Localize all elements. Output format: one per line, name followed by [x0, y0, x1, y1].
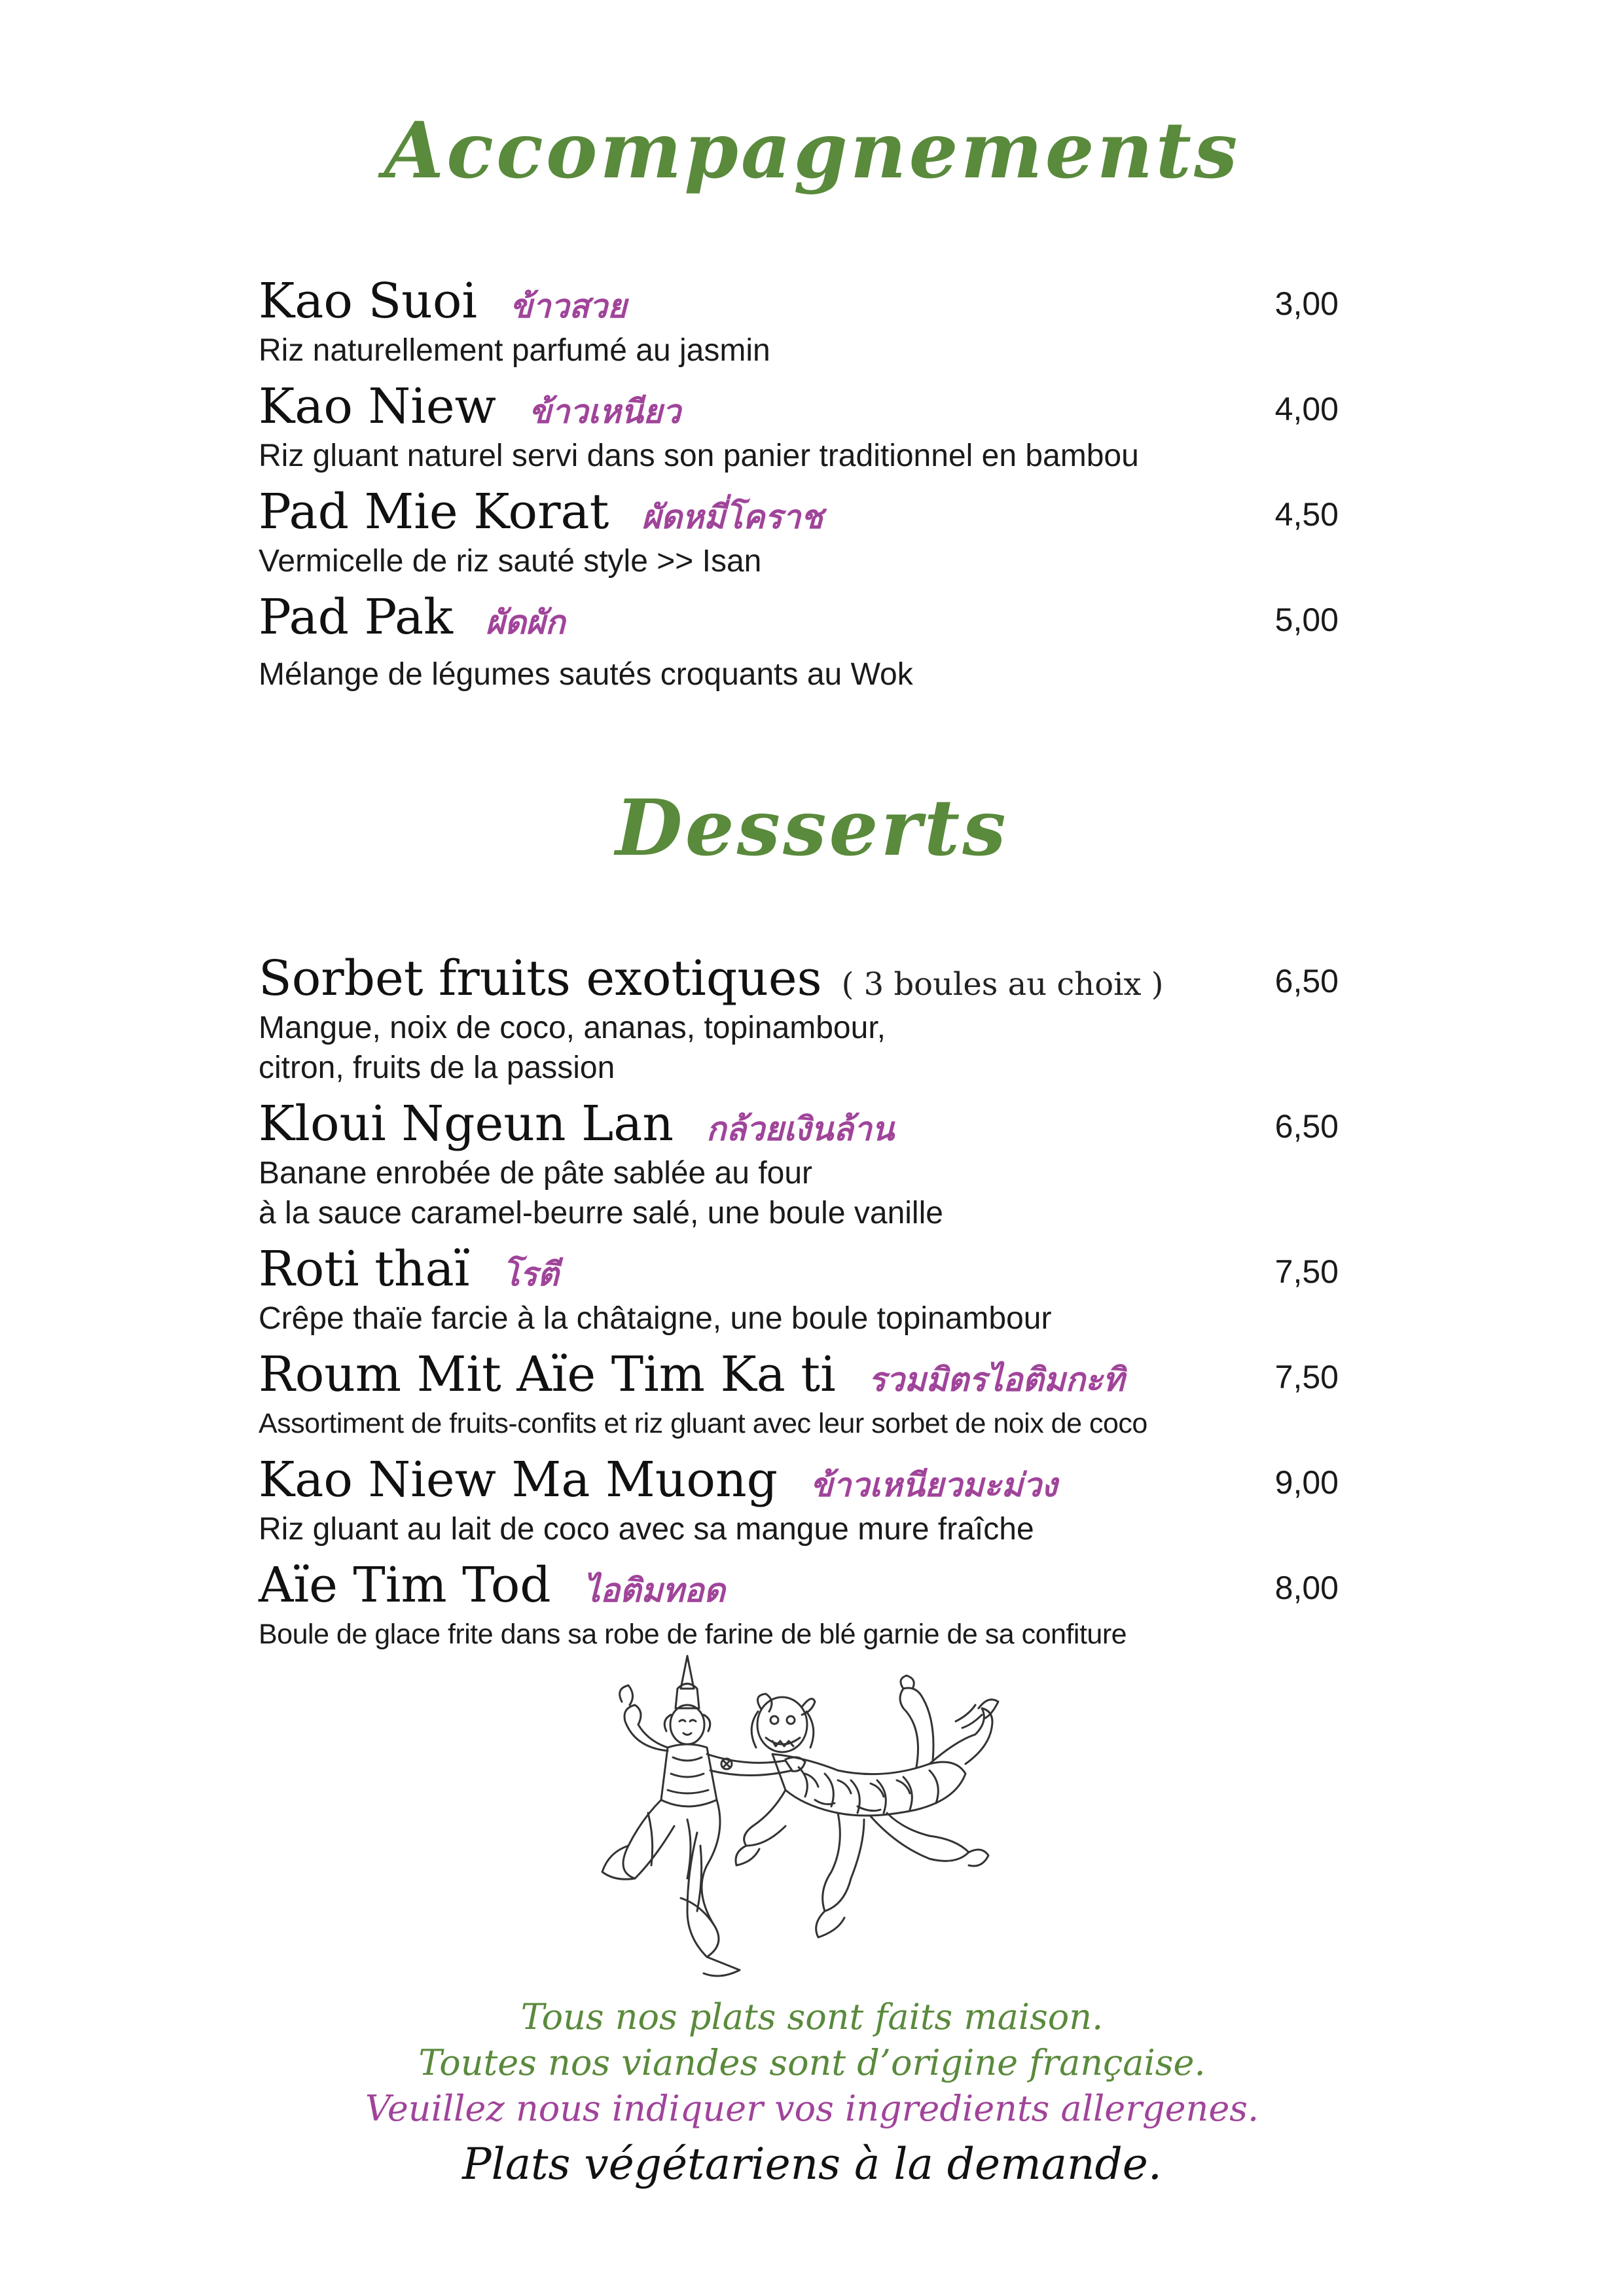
item-price: 6,50: [1274, 1108, 1339, 1145]
item-price: 9,00: [1274, 1464, 1339, 1501]
section-title-desserts: Desserts: [615, 782, 1009, 873]
menu-item: [259, 272, 1339, 377]
item-thai-name: ผัดหมี่โคราช: [641, 498, 823, 536]
item-name: Kao Niew Ma Muong: [259, 1452, 778, 1508]
item-thai-name: ข้าวเหนียวมะม่วง: [810, 1466, 1058, 1504]
item-price: 4,50: [1274, 496, 1339, 533]
item-thai-name: ข้าวเหนียว: [529, 393, 681, 431]
item-description-line-1: Banane enrobée de pâte sablée au four: [259, 1156, 813, 1191]
item-name: Pad Mie Korat: [259, 484, 609, 540]
item-thai-name: รวมมิตรไอติมกะทิ: [868, 1361, 1125, 1399]
item-thai-name: กล้วยเงินล้าน: [706, 1110, 894, 1148]
item-price: 6,50: [1274, 963, 1339, 999]
item-price: 3,00: [1274, 285, 1339, 322]
item-price: 8,00: [1274, 1570, 1339, 1606]
item-price: 4,00: [1274, 391, 1339, 427]
item-description: Crêpe thaïe farcie à la châtaigne, une boule topinambour: [259, 1301, 1052, 1336]
menu-item: [259, 1450, 1339, 1556]
menu-item-header: [259, 1556, 1339, 1615]
menu-item: [259, 377, 1339, 482]
item-description: Boule de glace frite dans sa robe de farine de blé garnie de sa confiture: [259, 1619, 1127, 1650]
menu-item-header: [259, 272, 1339, 331]
footer-homemade-note: Tous nos plats sont faits maison.: [520, 1996, 1104, 2037]
item-name: Roum Mit Aïe Tim Ka ti: [259, 1346, 836, 1403]
footer-allergen-note: Veuillez nous indiquer vos ingredients allergenes.: [365, 2088, 1259, 2129]
menu-item: [259, 588, 1339, 706]
menu-item-header: [259, 949, 1339, 1008]
item-thai-name: โรตี: [502, 1255, 559, 1293]
footer-vegetarian-note: Plats végétariens à la demande.: [462, 2139, 1162, 2189]
item-description-line-2: citron, fruits de la passion: [259, 1050, 615, 1085]
item-description-line-2: à la sauce caramel-beurre salé, une boule vanille: [259, 1196, 943, 1230]
item-note: ( 3 boules au choix ): [841, 966, 1164, 1003]
item-name: Kao Niew: [259, 378, 497, 435]
item-thai-name: ไอติมทอด: [583, 1571, 725, 1609]
menu-item-header: [259, 1450, 1339, 1509]
item-description: Assortiment de fruits-confits et riz gluant avec leur sorbet de noix de coco: [259, 1408, 1147, 1439]
menu-item: [259, 1345, 1339, 1450]
menu-item-header: [259, 1345, 1339, 1404]
item-description: Riz naturellement parfumé au jasmin: [259, 333, 770, 368]
item-name: Sorbet fruits exotiques: [259, 950, 822, 1007]
menu-item: [259, 1556, 1339, 1661]
item-description: Riz gluant au lait de coco avec sa mangue mure fraîche: [259, 1512, 1034, 1547]
item-name: Kao Suoi: [259, 273, 478, 329]
menu-item-header: [259, 377, 1339, 436]
footer-meat-origin-note: Toutes nos viandes sont d’origine française.: [418, 2042, 1206, 2083]
item-description: Mélange de légumes sautés croquants au Wok: [259, 657, 913, 692]
menu-item-header: [259, 482, 1339, 541]
menu-item: [259, 482, 1339, 588]
item-price: 7,50: [1274, 1359, 1339, 1395]
menu-item-header: [259, 1094, 1339, 1153]
thai-dancers-illustration-icon: [589, 1649, 1008, 1990]
item-name: Pad Pak: [259, 589, 453, 645]
item-thai-name: ผัดผัก: [485, 603, 566, 641]
item-price: 7,50: [1274, 1253, 1339, 1290]
menu-item: [259, 1240, 1339, 1345]
item-thai-name: ข้าวสวย: [510, 287, 627, 325]
item-description: Riz gluant naturel servi dans son panier traditionnel en bambou: [259, 439, 1139, 473]
item-description-line-1: Mangue, noix de coco, ananas, topinambour,: [259, 1011, 886, 1045]
item-name: Aïe Tim Tod: [259, 1557, 551, 1613]
menu-list-accompagnements: [259, 272, 1339, 706]
item-name: Kloui Ngeun Lan: [259, 1096, 674, 1152]
menu-list-desserts: [259, 949, 1339, 1661]
menu-item-header: [259, 1240, 1339, 1299]
menu-item: [259, 949, 1339, 1094]
item-price: 5,00: [1274, 601, 1339, 638]
menu-item: [259, 1094, 1339, 1240]
item-name: Roti thaï: [259, 1241, 470, 1297]
item-description: Vermicelle de riz sauté style >> Isan: [259, 544, 762, 579]
menu-item-header: [259, 588, 1339, 647]
section-title-accompagnements: Accompagnements: [384, 105, 1240, 196]
